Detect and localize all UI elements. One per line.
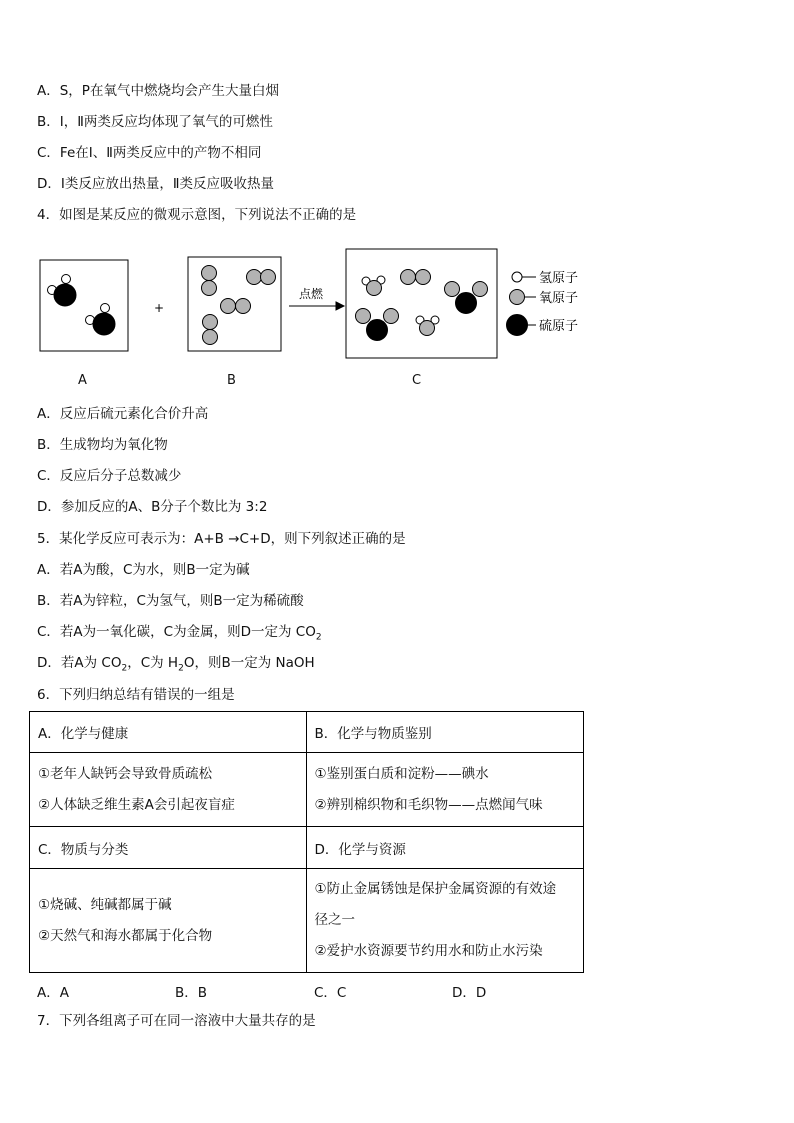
q5-option-d-text-3: O，则B一定为 NaOH <box>183 655 315 671</box>
q5-option-c <box>37 623 322 647</box>
molecule-a1 <box>48 275 77 307</box>
q5-option-d <box>37 654 315 678</box>
q5-stem: 5．某化学反应可表示为：A+B →C+D，则下列叙述正确的是 <box>37 531 406 547</box>
cell-a-item-1: ①老年人缺钙会导致骨质疏松 <box>38 765 213 782</box>
q6-stem: 6．下列归纳总结有错误的一组是 <box>37 687 235 703</box>
cell-b-item-1: ①鉴别蛋白质和淀粉——碘水 <box>314 765 489 782</box>
q3-option-c: C．Fe在Ⅰ、Ⅱ两类反应中的产物不相同 <box>37 145 262 161</box>
cell-a-item-2: ②人体缺乏维生素A会引起夜盲症 <box>38 796 235 813</box>
q4-option-b: B．生成物均为氧化物 <box>37 437 168 453</box>
q4-stem: 4．如图是某反应的微观示意图，下列说法不正确的是 <box>37 207 357 223</box>
cell-a-title: A．化学与健康 <box>30 712 307 753</box>
cell-d-item-1: ①防止金属锈蚀是保护金属资源的有效途 <box>314 881 557 897</box>
q6-answer-d: D．D <box>452 985 487 1001</box>
cell-c-item-2: ②天然气和海水都属于化合物 <box>38 927 213 944</box>
q4-option-a: A．反应后硫元素化合价升高 <box>37 406 209 422</box>
molecules-b <box>202 266 276 345</box>
cell-d-item-2: 径之一 <box>314 912 355 928</box>
q3-option-a: A．S，P在氧气中燃烧均会产生大量白烟 <box>37 83 279 99</box>
molecules-c <box>356 270 488 341</box>
cell-d-items <box>306 869 584 973</box>
q5-option-d-sub-1: 2 <box>121 663 128 674</box>
legend-oxygen-symbol <box>510 290 525 305</box>
q4-option-d: D．参加反应的A、B分子个数比为 3:2 <box>37 499 268 515</box>
reaction-diagram-svg <box>36 246 606 396</box>
plus-sign: + <box>154 301 165 315</box>
cell-b-items <box>306 753 584 827</box>
box-label-b: B <box>227 373 236 388</box>
legend-hydrogen-label: 氢原子 <box>539 271 579 286</box>
q3-option-b: B．Ⅰ，Ⅱ两类反应均体现了氧气的可燃性 <box>37 114 273 130</box>
q6-answer-b: B．B <box>175 985 208 1001</box>
cell-b-title: B．化学与物质鉴别 <box>306 712 584 753</box>
box-a <box>40 260 128 351</box>
molecule-a2 <box>86 304 116 336</box>
cell-c-title: C．物质与分类 <box>30 827 307 869</box>
q5-option-d-text-1: D．若A为 CO <box>37 655 122 671</box>
cell-c-items <box>30 869 307 973</box>
legend-hydrogen-symbol <box>512 272 522 282</box>
q5-option-a: A．若A为酸，C为水，则B一定为碱 <box>37 562 250 578</box>
q5-option-d-text-2: ，C为 H <box>127 655 179 671</box>
q6-answer-a: A．A <box>37 985 69 1001</box>
legend <box>507 271 579 336</box>
q7-stem: 7．下列各组离子可在同一溶液中大量共存的是 <box>37 1013 316 1029</box>
cell-d-item-3: ②爱护水资源要节约用水和防止水污染 <box>314 943 543 959</box>
legend-oxygen-label: 氧原子 <box>539 291 579 306</box>
box-label-a: A <box>78 373 87 388</box>
arrow-label: 点燃 <box>299 287 324 301</box>
cell-d-title: D．化学与资源 <box>306 827 584 869</box>
box-label-c: C <box>412 373 422 388</box>
q3-option-d: D．Ⅰ类反应放出热量，Ⅱ类反应吸收热量 <box>37 176 275 192</box>
q5-option-d-sub-2: 2 <box>178 663 184 674</box>
q4-option-c: C．反应后分子总数减少 <box>37 468 182 484</box>
cell-c-item-1: ①烧碱、纯碱都属于碱 <box>38 896 172 913</box>
q6-answer-c: C．C <box>314 985 347 1001</box>
legend-sulfur-symbol <box>507 315 528 336</box>
q5-option-c-sub: 2 <box>315 632 322 643</box>
q5-option-c-text: C．若A为一氧化碳，C为金属，则D一定为 CO <box>37 624 316 640</box>
reaction-diagram <box>36 246 606 396</box>
legend-sulfur-label: 硫原子 <box>539 319 579 334</box>
cell-b-item-2: ②辨别棉织物和毛织物——点燃闻气味 <box>314 796 543 813</box>
arrow-head <box>336 302 344 310</box>
summary-table <box>29 711 584 973</box>
cell-a-items <box>30 753 307 827</box>
q5-option-b: B．若A为锌粒，C为氢气，则B一定为稀硫酸 <box>37 593 304 609</box>
